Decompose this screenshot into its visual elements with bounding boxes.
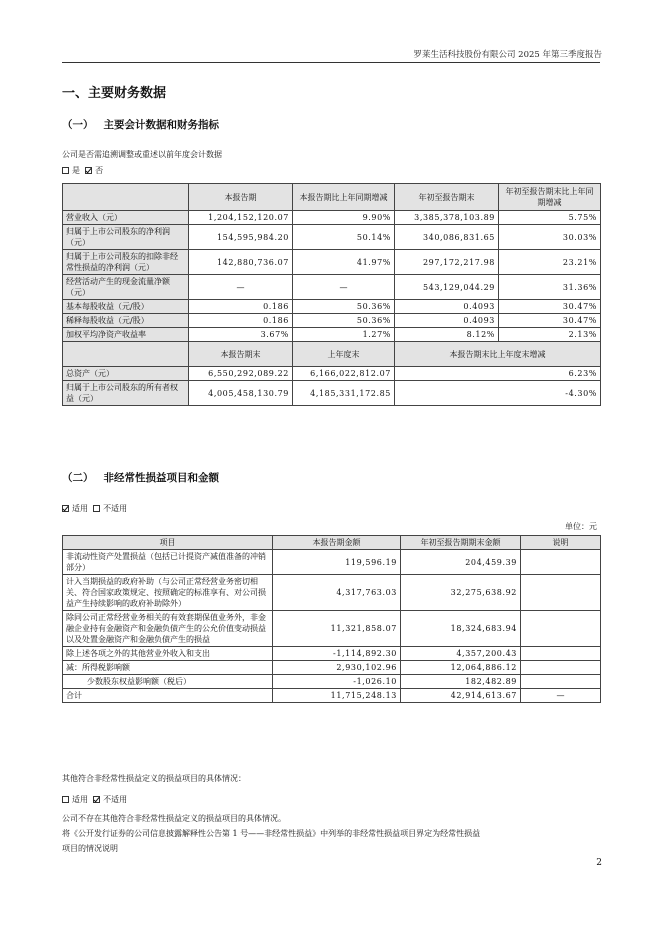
table-row <box>63 250 601 275</box>
cell-value: 6,166,022,812.07 <box>293 367 395 381</box>
cell-value: 6.23% <box>395 367 601 381</box>
option-not-apply-label: 不适用 <box>103 795 128 804</box>
row-label: 计入当期损益的政府补助（与公司正常经营业务密切相关、符合国家政策规定、按照确定的标准享有、对公司损益产生持续影响的政府补助除外） <box>63 575 273 611</box>
option-not-apply-label: 不适用 <box>103 504 128 513</box>
header-divider <box>62 62 600 63</box>
subsection-title-2 <box>62 470 219 485</box>
cell-note <box>521 550 601 575</box>
header-cell <box>63 342 189 367</box>
header-cell: 年初至报告期末比上年同期增减 <box>499 184 601 211</box>
other-items-options <box>62 794 127 805</box>
row-label: 归属于上市公司股东的净利润（元） <box>63 225 189 250</box>
restatement-options <box>62 165 103 176</box>
financial-data-table <box>62 183 601 406</box>
cell-note <box>521 647 601 661</box>
table-header-row <box>63 184 601 211</box>
row-label: 经营活动产生的现金流量净额（元） <box>63 275 189 300</box>
header-cell: 说明 <box>521 536 601 550</box>
subsection-label: 主要会计数据和财务指标 <box>103 119 219 131</box>
report-header: 罗莱生活科技股份有限公司 2025 年第三季度报告 <box>413 50 602 60</box>
table-row <box>63 328 601 342</box>
table-row <box>63 314 601 328</box>
header-cell: 本报告期末 <box>189 342 293 367</box>
table-row <box>63 611 601 647</box>
applicability-options <box>62 503 127 514</box>
row-label: 归属于上市公司股东的扣除非经常性损益的净利润（元） <box>63 250 189 275</box>
cell-note <box>521 611 601 647</box>
cell-value: 50.14% <box>293 225 395 250</box>
non-recurring-table <box>62 535 601 703</box>
cell-value: 182,482.89 <box>401 675 521 689</box>
cell-value: 3,385,378,103.89 <box>395 211 499 225</box>
cell-value: 18,324,683.94 <box>401 611 521 647</box>
table-row <box>63 689 601 703</box>
cell-value: 142,880,736.07 <box>189 250 293 275</box>
cell-value: 119,596.19 <box>273 550 401 575</box>
row-label: 营业收入（元） <box>63 211 189 225</box>
cell-value: -4.30% <box>395 381 601 406</box>
cell-value: 0.186 <box>189 314 293 328</box>
table-row <box>63 647 601 661</box>
header-cell: 上年度末 <box>293 342 395 367</box>
subsection-title-1 <box>62 117 219 132</box>
option-no-label: 否 <box>95 166 104 175</box>
header-cell: 项目 <box>63 536 273 550</box>
header-cell: 年初至报告期期末金额 <box>401 536 521 550</box>
header-cell: 年初至报告期末 <box>395 184 499 211</box>
header-cell: 本报告期 <box>189 184 293 211</box>
cell-value: -1,114,892.30 <box>273 647 401 661</box>
checkbox-no[interactable] <box>85 167 92 174</box>
header-cell: 本报告期比上年同期增减 <box>293 184 395 211</box>
option-apply-label: 适用 <box>72 795 88 804</box>
cell-note <box>521 661 601 675</box>
page-number: 2 <box>596 858 602 868</box>
subsection-number: （一） <box>62 119 94 131</box>
table-row <box>63 275 601 300</box>
cell-value: 4,317,763.03 <box>273 575 401 611</box>
cell-value: 50.36% <box>293 314 395 328</box>
header-cell: 本报告期金额 <box>273 536 401 550</box>
row-label: 总资产（元） <box>63 367 189 381</box>
cell-value: 340,086,831.65 <box>395 225 499 250</box>
cell-value: 2,930,102.96 <box>273 661 401 675</box>
cell-value: 1.27% <box>293 328 395 342</box>
cell-value: 0.186 <box>189 300 293 314</box>
table-row <box>63 211 601 225</box>
header-cell <box>63 184 189 211</box>
table-row <box>63 300 601 314</box>
cell-value: 543,129,044.29 <box>395 275 499 300</box>
table-row <box>63 225 601 250</box>
row-label: 基本每股收益（元/股） <box>63 300 189 314</box>
checkbox-yes[interactable] <box>62 167 69 174</box>
cell-note <box>521 675 601 689</box>
table-header-row <box>63 342 601 367</box>
cell-value: 8.12% <box>395 328 499 342</box>
cell-value: 42,914,613.67 <box>401 689 521 703</box>
row-label: 加权平均净资产收益率 <box>63 328 189 342</box>
cell-value: 5.75% <box>499 211 601 225</box>
cell-value: — <box>189 275 293 300</box>
cell-note: — <box>521 689 601 703</box>
table-header-row <box>63 536 601 550</box>
restatement-question: 公司是否需追溯调整或重述以前年度会计数据 <box>62 150 222 159</box>
cell-value: 6,550,292,089.22 <box>189 367 293 381</box>
cell-value: 23.21% <box>499 250 601 275</box>
option-yes-label: 是 <box>72 166 80 175</box>
cell-value: 11,321,858.07 <box>273 611 401 647</box>
cell-value: 32,275,638.92 <box>401 575 521 611</box>
other-items-note: 其他符合非经常性损益定义的损益项目的具体情况： <box>62 774 246 783</box>
row-label: 稀释每股收益（元/股） <box>63 314 189 328</box>
cell-value: 297,172,217.98 <box>395 250 499 275</box>
cell-value: 204,459.39 <box>401 550 521 575</box>
cell-value: 4,005,458,130.79 <box>189 381 293 406</box>
header-cell: 本报告期末比上年度末增减 <box>395 342 601 367</box>
checkbox-not-apply[interactable] <box>93 505 100 512</box>
checkbox-apply[interactable] <box>62 796 69 803</box>
cell-note <box>521 575 601 611</box>
row-label: 少数股东权益影响额（税后） <box>63 675 273 689</box>
cell-value: 2.13% <box>499 328 601 342</box>
checkbox-apply[interactable] <box>62 505 69 512</box>
cell-value: 0.4093 <box>395 314 499 328</box>
note-line: 将《公开发行证券的公司信息披露解释性公告第 1 号——非经常性损益》中列举的非经常性损益项目界定为经常性损益 <box>62 829 481 838</box>
unit-label: 单位：元 <box>565 522 597 531</box>
cell-value: 12,064,886.12 <box>401 661 521 675</box>
section-title: 一、主要财务数据 <box>62 86 167 101</box>
table-row <box>63 575 601 611</box>
subsection-number: （二） <box>62 472 94 484</box>
row-label: 归属于上市公司股东的所有者权益（元） <box>63 381 189 406</box>
table-row <box>63 550 601 575</box>
cell-value: 4,357,200.43 <box>401 647 521 661</box>
cell-value: 11,715,248.13 <box>273 689 401 703</box>
row-label: 合计 <box>63 689 273 703</box>
row-label: 除同公司正常经营业务相关的有效套期保值业务外，非金融企业持有金融资产和金融负债产生的公允价值变动损益以及处置金融资产和金融负债产生的损益 <box>63 611 273 647</box>
cell-value: 9.90% <box>293 211 395 225</box>
option-apply-label: 适用 <box>72 504 88 513</box>
cell-value: 41.97% <box>293 250 395 275</box>
note-line: 公司不存在其他符合非经常性损益定义的损益项目的具体情况。 <box>62 814 286 823</box>
cell-value: 4,185,331,172.85 <box>293 381 395 406</box>
cell-value: 50.36% <box>293 300 395 314</box>
cell-value: 30.03% <box>499 225 601 250</box>
subsection-label: 非经常性损益项目和金额 <box>103 472 219 484</box>
row-label: 减：所得税影响额 <box>63 661 273 675</box>
cell-value: 31.36% <box>499 275 601 300</box>
checkbox-not-apply[interactable] <box>93 796 100 803</box>
table-row <box>63 381 601 406</box>
cell-value: 154,595,984.20 <box>189 225 293 250</box>
note-line: 项目的情况说明 <box>62 844 118 853</box>
cell-value: 30.47% <box>499 300 601 314</box>
row-label: 非流动性资产处置损益（包括已计提资产减值准备的冲销部分） <box>63 550 273 575</box>
table-row <box>63 367 601 381</box>
cell-value: 30.47% <box>499 314 601 328</box>
cell-value: 1,204,152,120.07 <box>189 211 293 225</box>
cell-value: -1,026.10 <box>273 675 401 689</box>
row-label: 除上述各项之外的其他营业外收入和支出 <box>63 647 273 661</box>
table-row <box>63 675 601 689</box>
cell-value: 3.67% <box>189 328 293 342</box>
cell-value: 0.4093 <box>395 300 499 314</box>
cell-value: — <box>293 275 395 300</box>
table-row <box>63 661 601 675</box>
